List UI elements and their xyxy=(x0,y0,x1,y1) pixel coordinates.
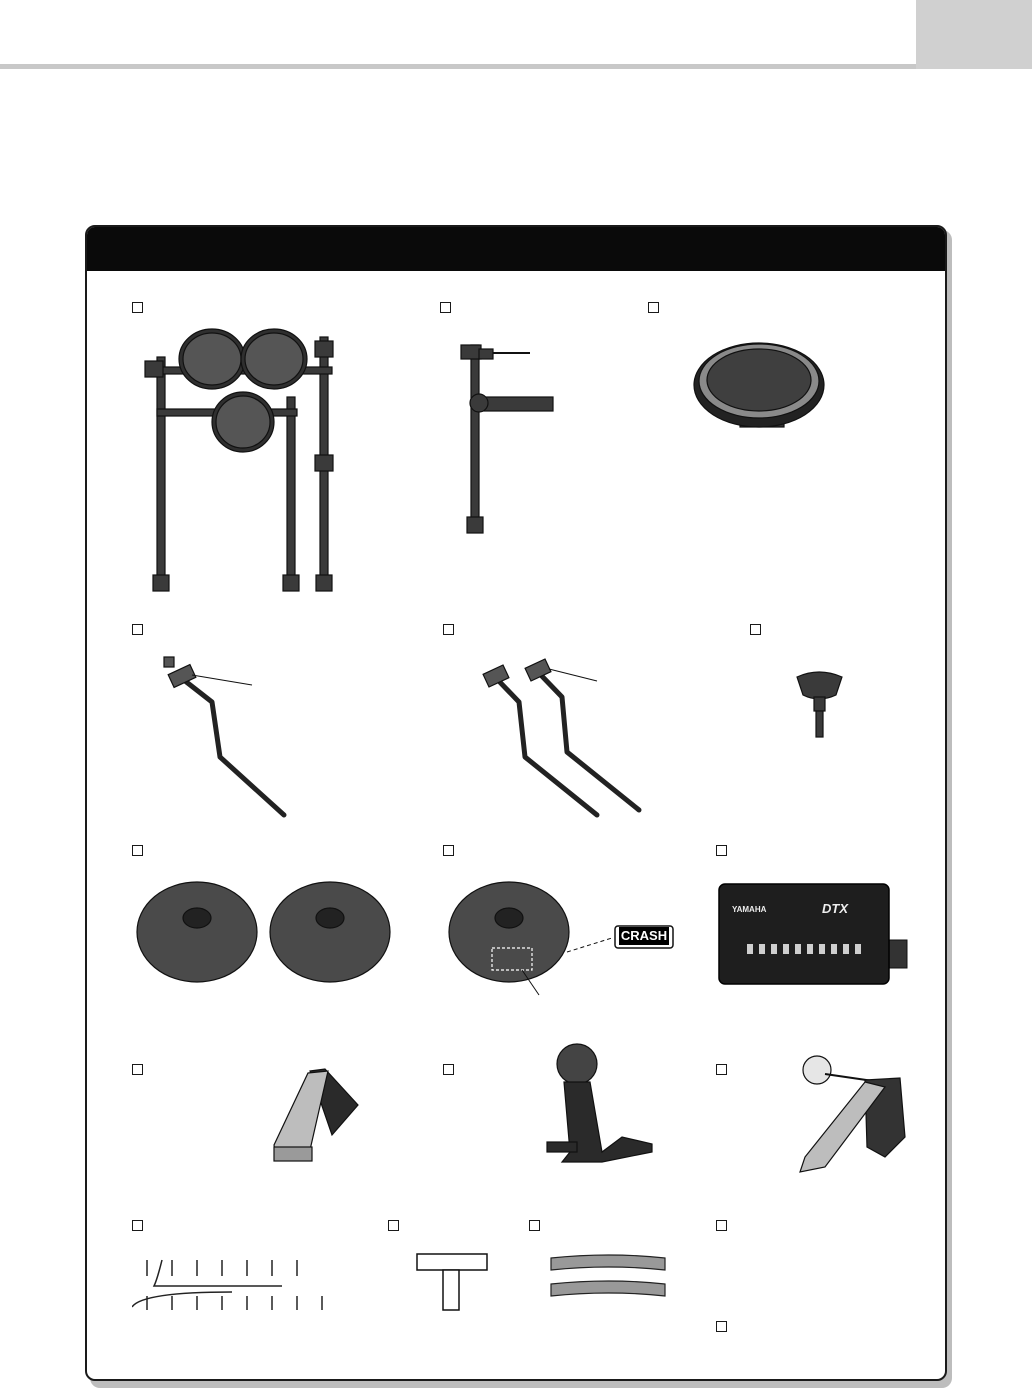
checkbox-snare-pad[interactable] xyxy=(648,302,659,313)
checkbox-cymbal-holders-pair[interactable] xyxy=(443,624,454,635)
checkbox-other-document[interactable] xyxy=(716,1321,727,1332)
checkbox-cable-bands[interactable] xyxy=(529,1220,540,1231)
drum-rack-icon xyxy=(137,327,347,597)
panel-header xyxy=(87,227,945,271)
crash-label: CRASH xyxy=(620,928,668,943)
checkbox-kick-pedal[interactable] xyxy=(716,1064,727,1075)
checkbox-kick-tower[interactable] xyxy=(443,1064,454,1075)
checkbox-rack[interactable] xyxy=(132,302,143,313)
checkbox-hi-hat[interactable] xyxy=(132,1064,143,1075)
checkbox-crash-cymbal[interactable] xyxy=(443,845,454,856)
kick-tower-icon xyxy=(542,1042,657,1167)
hi-hat-pedal-icon xyxy=(270,1065,360,1165)
kick-pedal-icon xyxy=(795,1052,915,1177)
checkbox-cymbal-holder[interactable] xyxy=(132,624,143,635)
module-brand: YAMAHA xyxy=(732,905,767,914)
contents-panel xyxy=(85,225,947,1381)
cymbal-pads-icon xyxy=(135,880,395,985)
checkbox-drum-module[interactable] xyxy=(716,845,727,856)
checkbox-drum-key[interactable] xyxy=(388,1220,399,1231)
cymbal-holder-icon xyxy=(152,647,297,822)
checkbox-owners-manual[interactable] xyxy=(716,1220,727,1231)
checkbox-snake-cable[interactable] xyxy=(132,1220,143,1231)
cymbal-holder-pair-icon xyxy=(467,647,667,822)
wing-bolt-icon xyxy=(792,667,847,742)
header-rule xyxy=(0,64,916,69)
page-tab xyxy=(916,0,1032,69)
snare-pad-icon xyxy=(692,337,827,437)
snake-cable-icon xyxy=(132,1252,347,1322)
checkbox-wing-bolt[interactable] xyxy=(750,624,761,635)
rack-extension-icon xyxy=(455,327,565,537)
checkbox-rack-extension[interactable] xyxy=(440,302,451,313)
drum-key-icon xyxy=(415,1252,489,1314)
cable-band-icon xyxy=(549,1252,667,1302)
module-model: DTX xyxy=(822,901,848,916)
checkbox-cymbal-pads[interactable] xyxy=(132,845,143,856)
drum-module-icon xyxy=(717,882,917,992)
